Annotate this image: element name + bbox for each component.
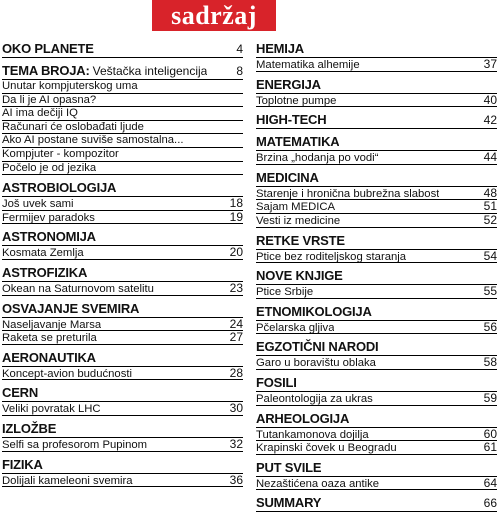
section-heading[interactable] — [256, 77, 497, 93]
toc-entry[interactable] — [2, 402, 243, 416]
section-title: EGZOTIČNI NARODI — [256, 339, 379, 355]
section-title: ASTROFIZIKA — [2, 264, 88, 280]
section-entries — [256, 284, 497, 299]
section-heading[interactable] — [2, 229, 243, 245]
section-title: ENERGIJA — [256, 76, 321, 92]
section-title: MEDICINA — [256, 169, 319, 185]
section-heading[interactable] — [2, 457, 243, 473]
section-heading[interactable] — [2, 301, 243, 317]
toc-section-fizika — [2, 457, 243, 488]
entry-page-number: 61 — [483, 440, 497, 455]
entry-title: Veliki povratak LHC — [2, 403, 101, 416]
section-title: ASTROBIOLOGIJA — [2, 180, 117, 196]
toc-section-arheologija — [256, 411, 497, 455]
toc-section-cern — [2, 385, 243, 416]
section-page-number: 66 — [483, 496, 497, 511]
entry-title: Ptice Srbije — [256, 286, 314, 299]
toc-section-etnomikologija — [256, 304, 497, 335]
toc-section-aeronautika — [2, 350, 243, 381]
toc-section-fosili — [256, 375, 497, 406]
section-entries — [2, 196, 243, 224]
toc-entry[interactable] — [2, 246, 243, 260]
toc-section-energija — [256, 77, 497, 108]
section-heading[interactable] — [2, 180, 243, 196]
section-entries — [256, 320, 497, 335]
toc-section-medicina — [256, 170, 497, 228]
section-page-number: 8 — [236, 64, 243, 78]
section-title: SUMMARY — [256, 495, 322, 511]
section-heading[interactable] — [256, 170, 497, 186]
section-heading[interactable] — [2, 385, 243, 401]
section-title: PUT SVILE — [256, 459, 322, 475]
toc-section-high-tech — [256, 112, 497, 129]
section-heading[interactable] — [2, 421, 243, 437]
section-entries — [256, 150, 497, 165]
toc-entry[interactable] — [256, 151, 497, 165]
section-page-number: 4 — [236, 42, 243, 56]
section-title: NOVE KNJIGE — [256, 268, 343, 284]
toc-entry[interactable] — [256, 392, 497, 406]
entry-page-number: 60 — [483, 426, 497, 441]
entry-page-number: 55 — [483, 284, 497, 299]
entry-page-number: 37 — [483, 57, 497, 71]
section-entries — [2, 317, 243, 345]
entry-page-number: 44 — [483, 150, 497, 165]
entry-page-number: 52 — [483, 212, 497, 227]
toc-section-hemija — [256, 41, 497, 72]
section-entries — [2, 245, 243, 260]
entry-page-number: 30 — [229, 401, 243, 416]
entry-page-number: 24 — [229, 316, 243, 331]
toc-section-tema-broja — [2, 63, 243, 175]
entry-title: Nezaštićena oaza antike — [256, 477, 380, 490]
entry-title: Još uvek sami — [2, 198, 74, 211]
entry-title: Okean na Saturnovom satelitu — [2, 282, 154, 295]
toc-section-summary — [256, 495, 497, 512]
entry-title: Krapinski čovek u Beogradu — [256, 442, 397, 455]
toc-entry[interactable] — [2, 121, 243, 135]
entry-title: Paleontologija za ukras — [256, 392, 373, 405]
section-entries — [2, 437, 243, 452]
entry-page-number: 27 — [229, 330, 243, 345]
toc-section-izlozbe — [2, 421, 243, 452]
entry-page-number: 54 — [483, 248, 497, 263]
section-title: FOSILI — [256, 374, 297, 390]
section-entries — [256, 476, 497, 491]
toc-entry[interactable] — [256, 94, 497, 108]
section-title: CERN — [2, 385, 39, 401]
toc-entry[interactable] — [2, 211, 243, 225]
section-entries — [256, 93, 497, 108]
section-entries — [2, 281, 243, 296]
section-title: IZLOŽBE — [2, 420, 57, 436]
entry-title: Pčelarska gljiva — [256, 321, 335, 334]
entry-title: Počelo je od jezika — [2, 161, 97, 174]
toc-right-column — [256, 36, 497, 512]
entry-title: Koncept-avion budućnosti — [2, 367, 133, 380]
toc-entry[interactable] — [2, 318, 243, 332]
entry-page-number: 51 — [483, 199, 497, 214]
entry-title: Unutar kompjuterskog uma — [2, 80, 138, 92]
section-entries — [256, 355, 497, 370]
entry-title: Da li je AI opasna? — [2, 93, 97, 106]
entry-title: Kompjuter - kompozitor — [2, 147, 119, 160]
toc-entry[interactable] — [2, 438, 243, 452]
toc-entry[interactable] — [2, 94, 243, 108]
entry-page-number: 20 — [229, 245, 243, 260]
entry-title: Brzina „hodanja po vodi“ — [256, 152, 379, 165]
page-title-badge: sadržaj — [152, 0, 276, 31]
entry-title: Vesti iz medicine — [256, 214, 341, 227]
section-heading[interactable] — [2, 265, 243, 281]
entry-page-number: 36 — [229, 472, 243, 487]
section-heading[interactable] — [2, 41, 243, 58]
toc-entry[interactable] — [2, 148, 243, 162]
toc-entry[interactable] — [2, 367, 243, 381]
entry-title: Ptice bez roditeljskog staranja — [256, 250, 407, 263]
section-heading[interactable] — [256, 375, 497, 391]
toc-entry[interactable] — [256, 285, 497, 299]
section-entries — [2, 473, 243, 488]
entry-page-number: 19 — [229, 209, 243, 224]
toc-left-column — [2, 36, 243, 487]
entry-page-number: 48 — [483, 185, 497, 200]
section-entries — [256, 391, 497, 406]
section-heading[interactable] — [256, 112, 497, 129]
entry-page-number: 59 — [483, 390, 497, 405]
section-page-number: 42 — [483, 113, 497, 128]
section-title: HEMIJA — [256, 41, 304, 56]
toc-entry[interactable] — [2, 107, 243, 121]
toc-section-astrofizika — [2, 265, 243, 296]
entry-page-number: 18 — [229, 196, 243, 211]
toc-section-retke-vrste — [256, 233, 497, 264]
section-heading[interactable] — [256, 411, 497, 427]
section-entries — [2, 401, 243, 416]
section-title: TEMA BROJA: — [2, 63, 90, 78]
section-heading[interactable] — [256, 233, 497, 249]
toc-section-oko-planete — [2, 41, 243, 58]
section-entries — [2, 366, 243, 381]
section-heading[interactable] — [256, 304, 497, 320]
entry-title: Tutankamonova dojilja — [256, 428, 369, 441]
section-title: ASTRONOMIJA — [2, 229, 96, 245]
toc-entry[interactable] — [2, 80, 243, 94]
entry-page-number: 56 — [483, 319, 497, 334]
entry-page-number: 58 — [483, 355, 497, 370]
section-title: OKO PLANETE — [2, 41, 94, 56]
entry-page-number: 23 — [229, 280, 243, 295]
entry-title: AI ima dečiji IQ — [2, 107, 78, 120]
section-title: AERONAUTIKA — [2, 349, 96, 365]
toc-entry[interactable] — [256, 356, 497, 370]
entry-title: Starenje i hronična bubrežna slabost — [256, 187, 440, 200]
toc-entry[interactable] — [256, 477, 497, 491]
section-heading[interactable] — [256, 268, 497, 284]
entry-title: Toplotne pumpe — [256, 94, 337, 107]
entry-page-number: 40 — [483, 92, 497, 107]
entry-title: Raketa se preturila — [2, 332, 97, 345]
toc-section-matematika — [256, 134, 497, 165]
section-heading[interactable] — [256, 460, 497, 476]
entry-title: Selfi sa profesorom Pupinom — [2, 438, 148, 451]
entry-page-number: 64 — [483, 475, 497, 490]
section-title: RETKE VRSTE — [256, 232, 345, 248]
entry-title: Fermijev paradoks — [2, 211, 95, 224]
entry-title: Sajam MEDICA — [256, 201, 336, 214]
section-heading[interactable] — [256, 495, 497, 512]
section-title: FIZIKA — [2, 456, 43, 472]
section-heading[interactable] — [2, 63, 243, 79]
toc-section-osvajanje-svemira — [2, 301, 243, 345]
entry-title: Računari će oslobađati ljude — [2, 120, 144, 133]
section-title: ETNOMIKOLOGIJA — [256, 303, 372, 319]
toc-entry[interactable] — [2, 197, 243, 211]
toc-section-astronomija — [2, 229, 243, 260]
toc-section-nove-knjige — [256, 268, 497, 299]
section-entries — [2, 79, 243, 175]
section-entries — [256, 249, 497, 264]
toc-entry[interactable] — [2, 282, 243, 296]
toc-entry[interactable] — [256, 214, 497, 228]
toc-entry[interactable] — [256, 200, 497, 214]
entry-title: Garo u boravištu oblaka — [256, 357, 376, 370]
entry-page-number: 28 — [229, 365, 243, 380]
section-entries — [256, 186, 497, 228]
toc-entry[interactable] — [2, 134, 243, 148]
toc-entry[interactable] — [256, 441, 497, 455]
section-subtitle: Veštačka inteligencija — [92, 64, 208, 78]
toc-entry[interactable] — [256, 187, 497, 201]
toc-entry[interactable] — [256, 250, 497, 264]
entry-page-number: 32 — [229, 436, 243, 451]
toc-entry[interactable] — [2, 474, 243, 488]
section-heading[interactable] — [256, 41, 497, 57]
toc-section-put-svile — [256, 460, 497, 491]
section-entries — [256, 427, 497, 455]
toc-entry[interactable] — [256, 58, 497, 72]
entry-title: Kosmata Zemlja — [2, 247, 84, 260]
section-title: ARHEOLOGIJA — [256, 410, 350, 426]
section-entries — [256, 57, 497, 72]
toc-entry[interactable] — [256, 321, 497, 335]
toc-entry[interactable] — [2, 162, 243, 176]
entry-title: Matematika alhemije — [256, 59, 360, 71]
toc-section-astrobiologija — [2, 180, 243, 224]
section-title: HIGH-TECH — [256, 112, 327, 128]
toc-section-egzoticni-narodi — [256, 339, 497, 370]
entry-title: Ako AI postane suviše samostalna... — [2, 134, 184, 147]
toc-entry[interactable] — [256, 428, 497, 442]
toc-entry[interactable] — [2, 331, 243, 345]
section-heading[interactable] — [256, 339, 497, 355]
entry-title: Naseljavanje Marsa — [2, 318, 102, 331]
section-title: OSVAJANJE SVEMIRA — [2, 300, 140, 316]
section-title: MATEMATIKA — [256, 134, 340, 150]
entry-title: Dolijali kameleoni svemira — [2, 474, 133, 487]
section-heading[interactable] — [256, 134, 497, 150]
section-heading[interactable] — [2, 350, 243, 366]
